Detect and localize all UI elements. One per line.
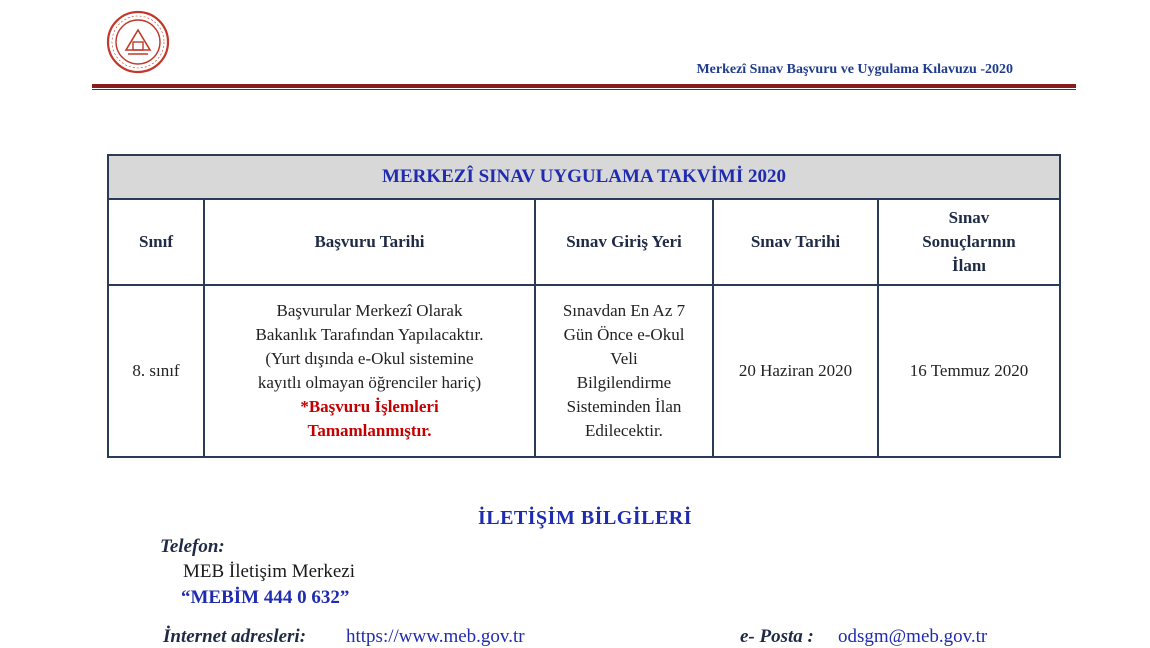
entry-place-line: Veli bbox=[610, 349, 638, 368]
application-line: kayıtlı olmayan öğrenciler hariç) bbox=[257, 373, 482, 392]
grade-cell: 8. sınıf bbox=[108, 285, 204, 457]
application-notice-line: Tamamlanmıştır. bbox=[307, 421, 432, 440]
phone-center: MEB İletişim Merkezi bbox=[183, 561, 356, 582]
entry-place-cell bbox=[535, 285, 713, 457]
table-title: MERKEZÎ SINAV UYGULAMA TAKVİMİ 2020 bbox=[108, 155, 1060, 199]
entry-place-line: Gün Önce e-Okul bbox=[563, 325, 685, 344]
entry-place-line: Sınavdan En Az 7 bbox=[562, 301, 686, 320]
internet-url-link[interactable]: https://www.meb.gov.tr bbox=[346, 626, 525, 647]
header-divider-thin bbox=[92, 89, 1076, 90]
column-header-results-line: İlanı bbox=[951, 256, 987, 275]
phone-label: Telefon: bbox=[160, 536, 225, 557]
column-header-grade: Sınıf bbox=[108, 199, 204, 285]
column-header-entry-place: Sınav Giriş Yeri bbox=[535, 199, 713, 285]
application-line: Bakanlık Tarafından Yapılacaktır. bbox=[255, 325, 484, 344]
entry-place-line: Edilecektir. bbox=[585, 421, 663, 440]
exam-schedule-table bbox=[107, 154, 1061, 458]
column-header-results-line: Sınav bbox=[948, 208, 990, 227]
internet-label: İnternet adresleri: bbox=[163, 626, 307, 647]
application-line: Başvurular Merkezî Olarak bbox=[276, 301, 463, 320]
phone-number: “MEBİM 444 0 632” bbox=[181, 587, 350, 608]
entry-place-line: Bilgilendirme bbox=[576, 373, 672, 392]
column-header-exam-date: Sınav Tarihi bbox=[713, 199, 878, 285]
meb-emblem-icon bbox=[106, 10, 170, 74]
email-label: e- Posta : bbox=[740, 626, 814, 647]
column-header-results-date bbox=[878, 199, 1060, 285]
entry-place-line: Sisteminden İlan bbox=[566, 397, 682, 416]
email-link[interactable]: odsgm@meb.gov.tr bbox=[838, 626, 988, 647]
document-title: Merkezî Sınav Başvuru ve Uygulama Kılavuzu -2020 bbox=[696, 62, 1013, 77]
exam-date-cell: 20 Haziran 2020 bbox=[713, 285, 878, 457]
application-date-cell bbox=[204, 285, 535, 457]
results-date-cell: 16 Temmuz 2020 bbox=[878, 285, 1060, 457]
application-line: (Yurt dışında e-Okul sistemine bbox=[265, 349, 474, 368]
application-notice-line: *Başvuru İşlemleri bbox=[300, 397, 439, 416]
header-divider bbox=[92, 84, 1076, 88]
column-header-application-date: Başvuru Tarihi bbox=[204, 199, 535, 285]
contact-title: İLETİŞİM BİLGİLERİ bbox=[477, 507, 693, 529]
table-row bbox=[108, 285, 1060, 457]
column-header-results-line: Sonuçlarının bbox=[922, 232, 1016, 251]
